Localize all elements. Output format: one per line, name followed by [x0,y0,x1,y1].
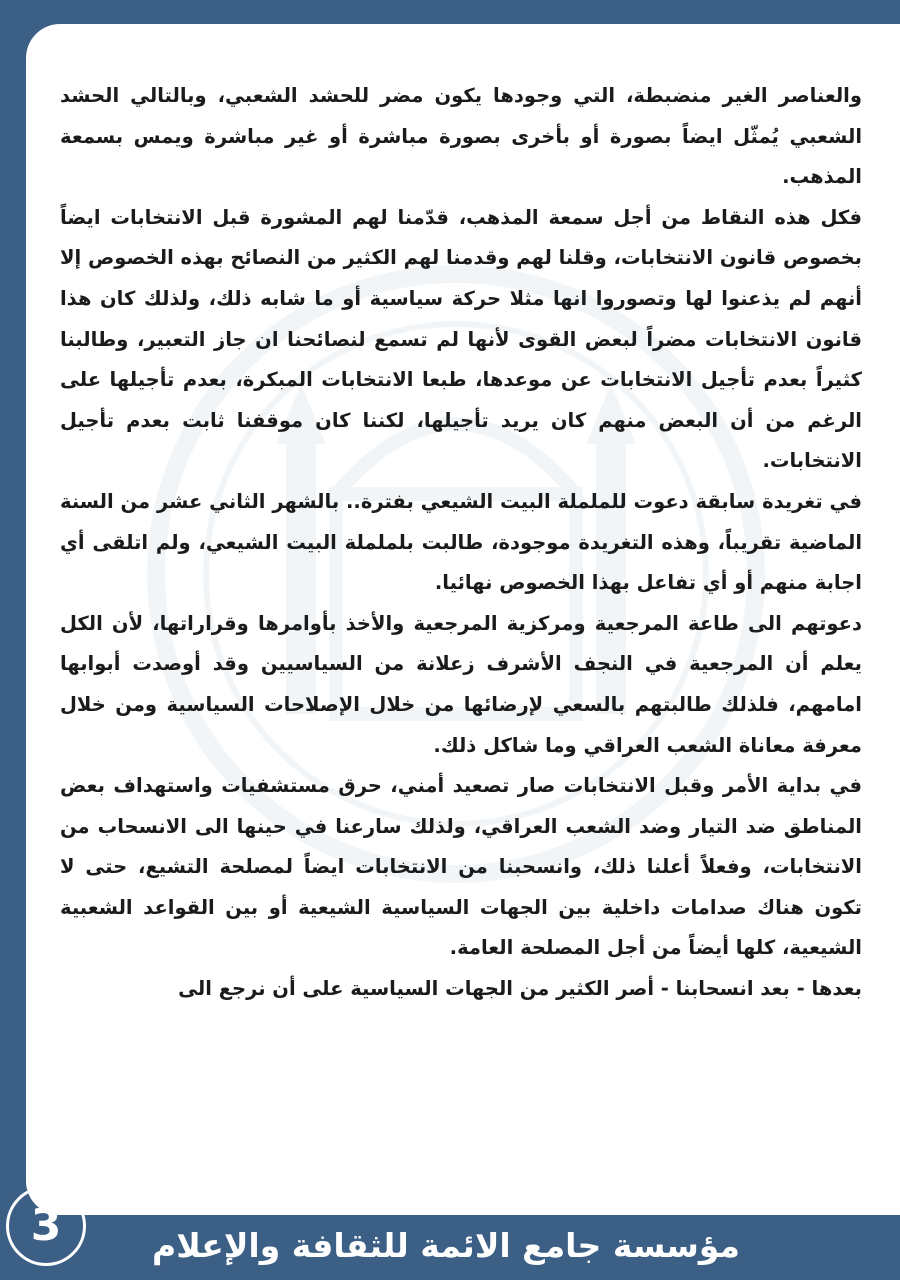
page-number-badge: 3 [6,1186,86,1266]
document-page [26,24,900,1215]
paragraph: بعدها - بعد انسحابنا - أصر الكثير من الجهات السياسية على أن نرجع الى [178,977,862,1001]
paragraph: فكل هذه النقاط من أجل سمعة المذهب، قدّمنا لهم المشورة قبل الانتخابات ايضاً بخصوص قانون الانتخابات، وقلنا لهم وقدمنا لهم الكثير من النصائح بهذه الخصوص إلا أنهم لم يذعنوا لها وتصوروا انها مثلا حركة سياسية أو ما شابه ذلك، ولذلك كان هذا قانون الانتخابات مضراً لبعض القوى لأنها لم تسمع لنصائحنا ان جاز التعبير، وطالبنا كثيراً بعدم تأجيل الانتخابات عن موعدها، طبعا الانتخابات المبكرة، بعدم تأجيلها على الرغم من أن البعض منهم كان يريد تأجيلها، لكننا كان موقفنا ثابت بعدم تأجيل الانتخابات. [60,205,862,473]
document-body [60,76,862,1010]
paragraph: في بداية الأمر وقبل الانتخابات صار تصعيد أمني، حرق مستشفيات واستهداف بعض المناطق ضد التيار وضد الشعب العراقي، ولذلك سارعنا في حينها الى الانسحاب من الانتخابات، وفعلاً أعلنا ذلك، وانسحبنا من الانتخابات ايضاً لمصلحة التشيع، حتى لا تكون هناك صدامات داخلية بين الجهات السياسية الشيعية أو بين القواعد الشعبية الشيعية، كلها أيضاً من أجل المصلحة العامة. [60,774,862,960]
paragraph: دعوتهم الى طاعة المرجعية ومركزية المرجعية والأخذ بأوامرها وقراراتها، لأن الكل يعلم أن المرجعية في النجف الأشرف زعلانة من السياسيين وقد أوصدت أبوابها امامهم، فلذلك طالبتهم بالسعي لإرضائها من خلال الإصلاحات السياسية ومن خلال معرفة معاناة الشعب العراقي وما شاكل ذلك. [60,611,862,757]
paragraph: في تغريدة سابقة دعوت للململة البيت الشيعي بفترة.. بالشهر الثاني عشر من السنة الماضية تقريباً، وهذه التغريدة موجودة، طالبت بلململة البيت الشيعي، ولم اتلقى أي اجابة منهم أو أي تفاعل بهذا الخصوص نهائيا. [60,489,862,595]
paragraph: والعناصر الغير منضبطة، التي وجودها يكون مضر للحشد الشعبي، وبالتالي الحشد الشعبي يُمثّل ايضاً بصورة أو بأخرى بصورة مباشرة أو غير مباشرة ويمس بسمعة المذهب. [60,84,862,189]
organization-name: مؤسسة جامع الائمة للثقافة والإعلام [152,1226,740,1265]
